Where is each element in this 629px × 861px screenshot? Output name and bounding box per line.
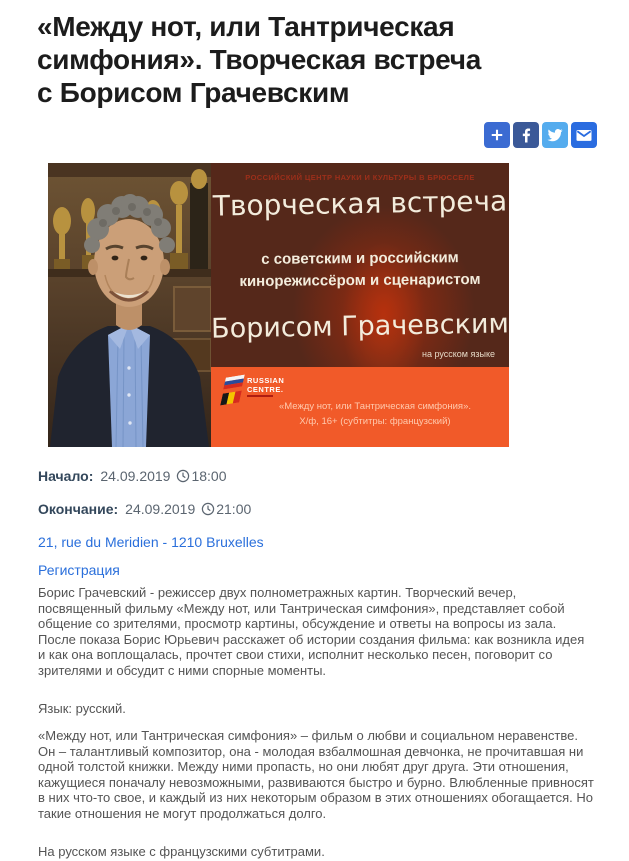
poster-text-panel xyxy=(211,163,509,447)
description-paragraph: Борис Грачевский - режиссер двух полнометражных картин. Творческий вечер, посвященный фильму «Между нот, или Тантрическая симфония», представляет собой общение со зрителями, просмотр картины, обсуждение и ответы на вопросы из зала. После показа Борис Юрьевич расскажет об истории создания фильма: как возникла идея и как она воплощалась, прочтет свои стихи, исполнит несколько песен, поговорит со зрителями и обсудит с ними спорные моменты. xyxy=(38,585,585,678)
end-date: 24.09.2019 xyxy=(125,501,196,517)
language-paragraph: Язык: русский. xyxy=(38,701,126,716)
clock-icon xyxy=(176,469,190,483)
end-label: Окончание: xyxy=(38,501,119,517)
address-link[interactable]: 21, rue du Meridien - 1210 Bruxelles xyxy=(38,534,264,550)
clock-icon xyxy=(201,502,215,516)
poster-footer-strip xyxy=(211,367,509,447)
poster-person-name: Борисом Грачевским xyxy=(210,308,509,345)
event-poster-image xyxy=(48,163,509,447)
poster-language-note: на русском языке xyxy=(421,349,495,359)
facebook-f-icon xyxy=(516,125,536,145)
start-date: 24.09.2019 xyxy=(100,468,171,484)
portrait-photo xyxy=(48,163,211,447)
poster-title: Творческая встреча xyxy=(212,184,508,223)
plus-icon xyxy=(488,126,506,144)
twitter-share-button[interactable] xyxy=(542,122,568,148)
page-title-line1: «Между нот, или Тантрическая xyxy=(37,11,455,42)
email-share-button[interactable] xyxy=(571,122,597,148)
start-time: 18:00 xyxy=(191,468,227,484)
end-time: 21:00 xyxy=(216,501,252,517)
poster-subtitle-line2: кинорежиссёром и сценаристом xyxy=(239,270,481,291)
page-title xyxy=(37,10,617,109)
registration-link[interactable]: Регистрация xyxy=(38,562,120,578)
share-buttons xyxy=(484,122,597,148)
film-synopsis-paragraph: «Между нот, или Тантрическая симфония» – фильм о любви и социальном неравенстве. Он – талантливый композитор, она - молодая взбалмошная девчонка, не прочитавшая ни одной толстой книжки. Между ними пропасть, но они любят друг друга. Эти отношения, кажущиеся поначалу невозможными, развиваются быстро и бурно. Влюбленные привносят в них что-то свое, и каждый из них некоторым образом в этих отношениях обогащается. Но такие отношения не могут продолжаться долго. xyxy=(38,728,594,821)
poster-footer-line1: «Между нот, или Тантрическая симфония». xyxy=(278,401,472,412)
subtitles-paragraph: На русском языке с французскими субтитрами. xyxy=(38,844,325,859)
page-title-line2: симфония». Творческая встреча xyxy=(37,44,481,75)
poster-subtitle-line1: с советским и российским xyxy=(261,249,459,268)
twitter-bird-icon xyxy=(546,126,564,144)
start-label: Начало: xyxy=(38,468,94,484)
share-button[interactable] xyxy=(484,122,510,148)
page-title-line3: с Борисом Грачевским xyxy=(37,77,350,108)
facebook-share-button[interactable] xyxy=(513,122,539,148)
poster-header-text: РОССИЙСКИЙ ЦЕНТР НАУКИ И КУЛЬТУРЫ В БРЮССЕЛЕ xyxy=(245,173,475,182)
poster-footer-line2: Х/ф, 16+ (субтитры: французский) xyxy=(299,416,451,427)
event-end-row xyxy=(38,501,251,517)
russian-centre-logo-text: RUSSIAN CENTRE. xyxy=(247,377,284,397)
envelope-icon xyxy=(574,125,594,145)
event-start-row xyxy=(38,468,227,484)
